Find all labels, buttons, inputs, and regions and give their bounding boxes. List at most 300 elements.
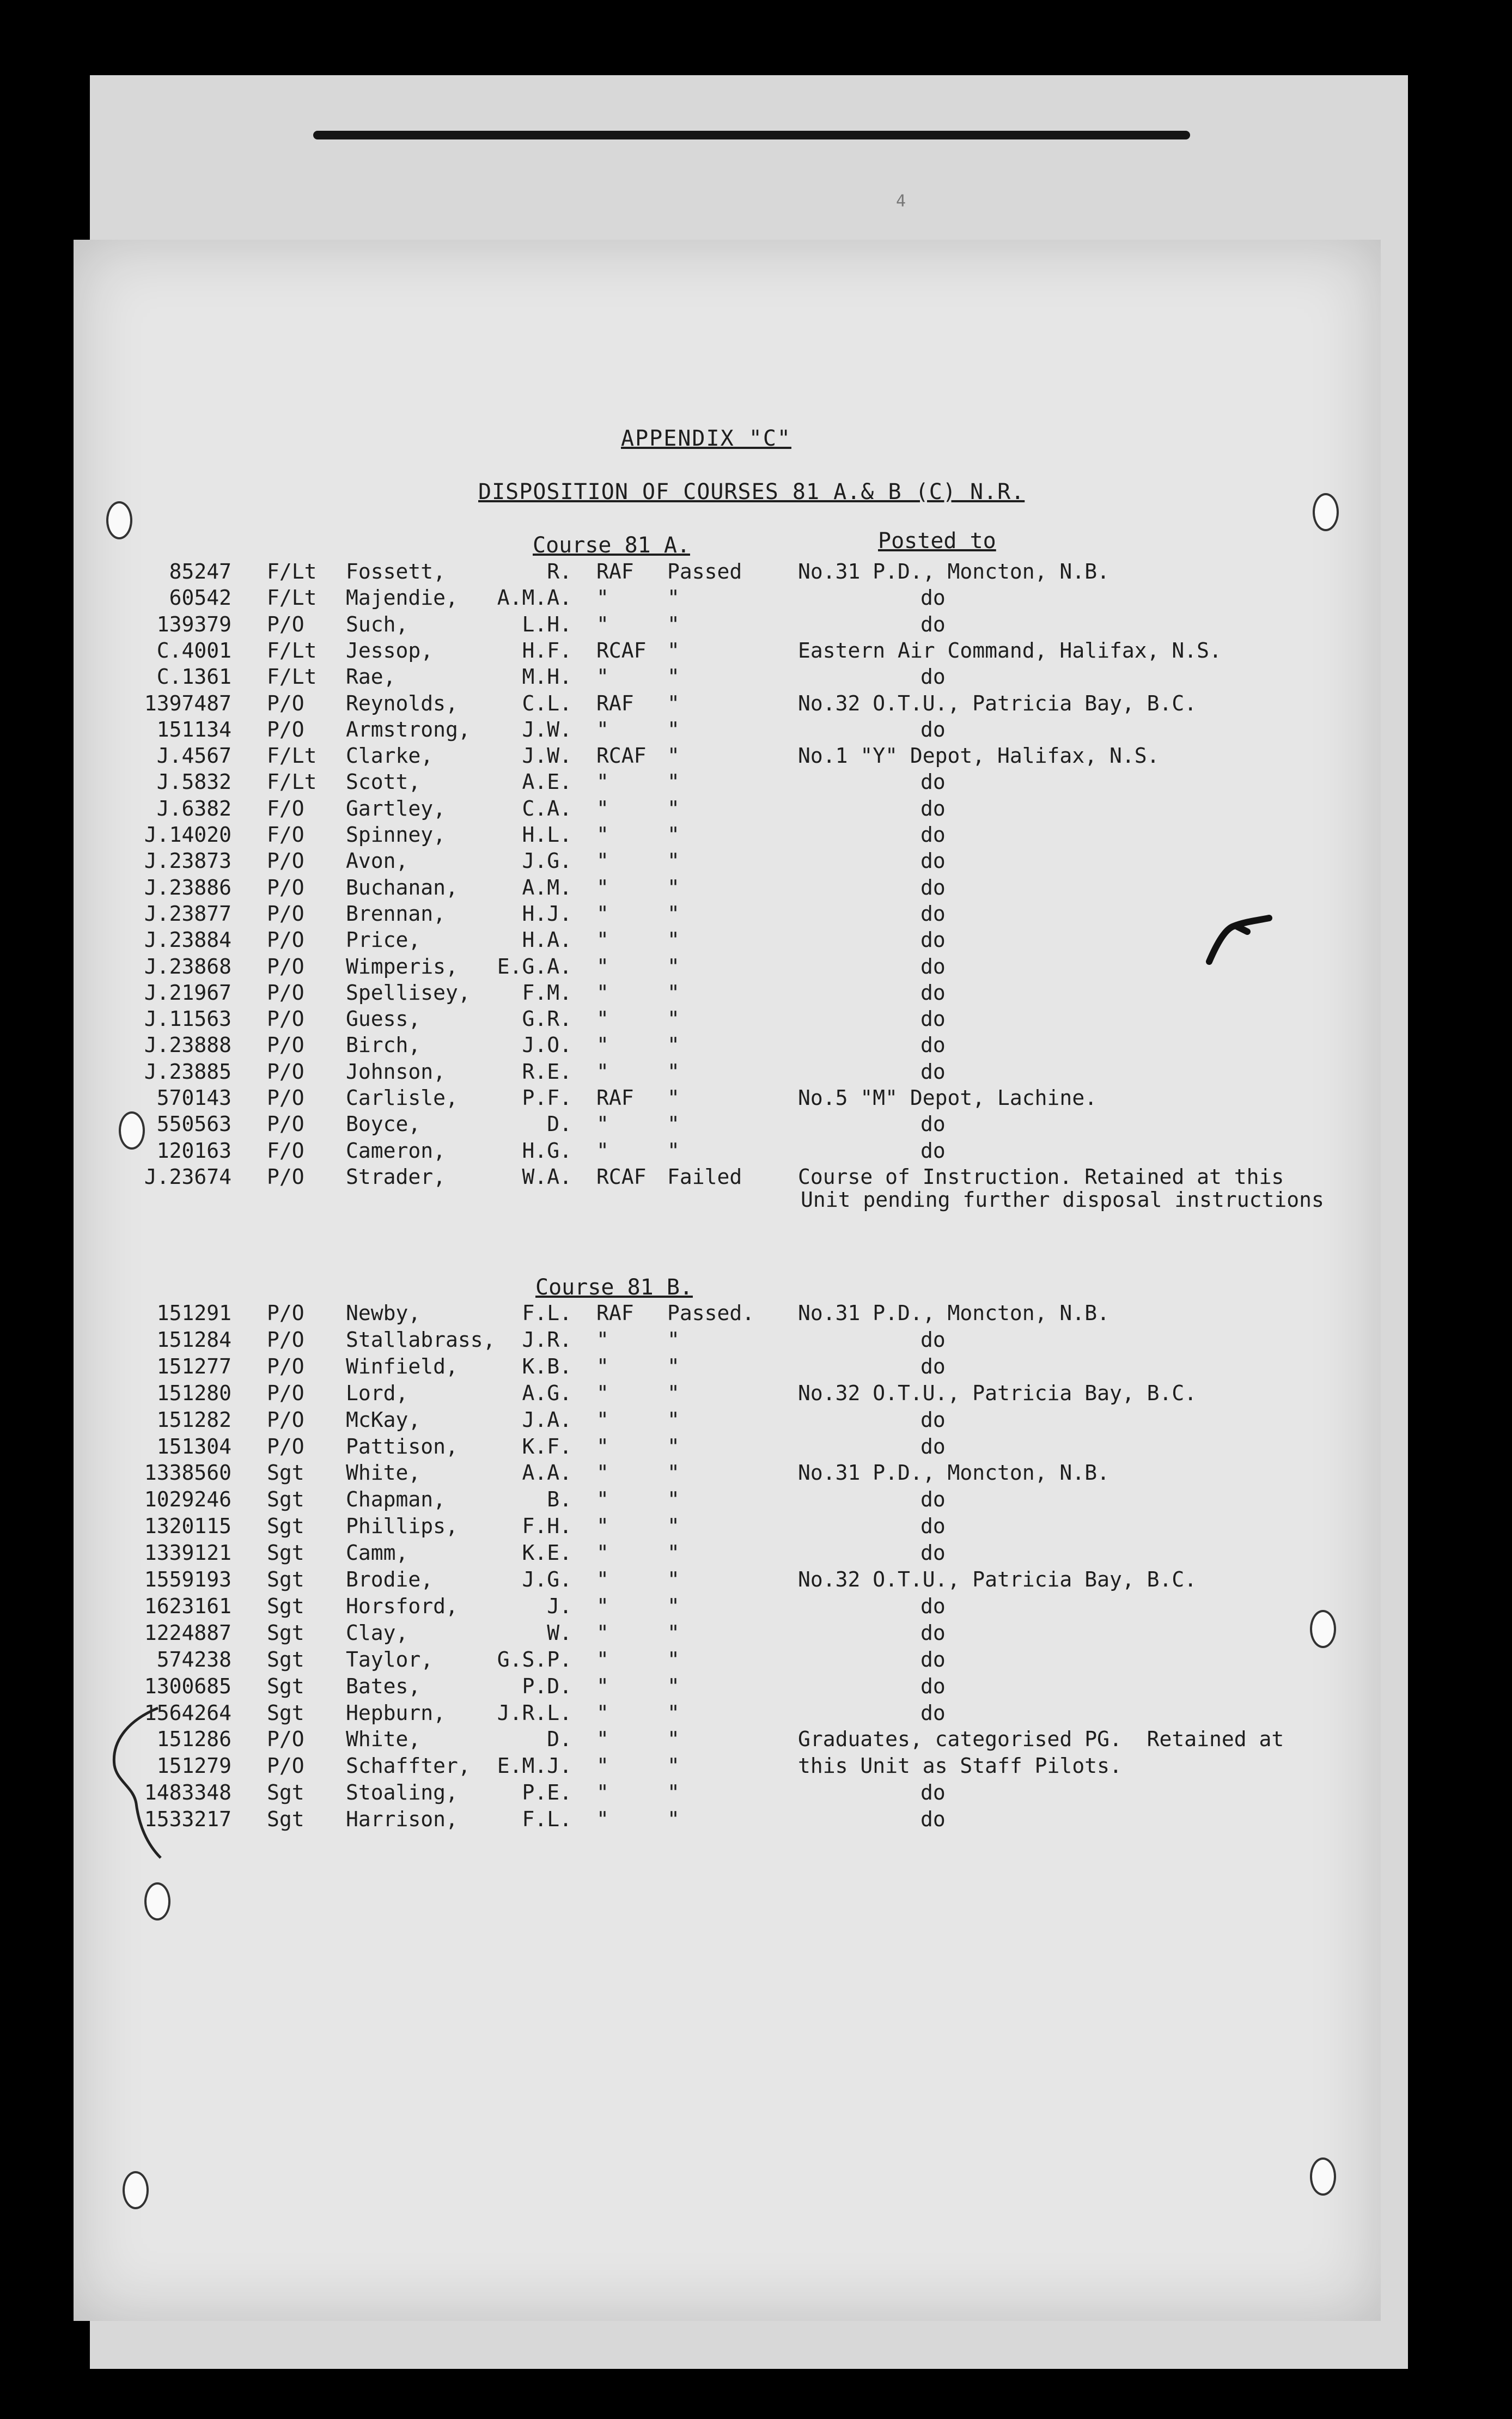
service-cell: " [596,1780,609,1805]
service-cell: " [596,1138,609,1163]
rank-cell: P/O [267,1164,304,1189]
initials-cell: F.M. [522,980,572,1005]
rank-cell: P/O [267,849,304,873]
rank-cell: Sgt [267,1674,304,1698]
surname-cell: Gartley, [346,796,446,820]
surname-cell: Majendie, [346,586,458,610]
service-number: 1224887 [144,1620,231,1645]
folio-number: 4 [896,192,906,211]
status-cell: " [667,823,680,847]
posted-to-cell: do [920,823,946,847]
initials-cell: R.E. [522,1059,572,1084]
surname-cell: Boyce, [346,1112,421,1136]
service-cell: " [596,1514,609,1539]
service-number: J.23888 [144,1033,231,1057]
service-cell: " [596,612,609,636]
table-row [0,1674,1512,1700]
status-cell: " [667,1327,680,1352]
initials-cell: J.R. [522,1327,572,1352]
initials-cell: R. [547,560,572,584]
status-cell: Passed. [667,1301,755,1325]
posted-to-cell: do [920,1407,946,1432]
service-cell: " [596,1674,609,1698]
status-cell: " [667,1807,680,1832]
service-number: C.4001 [156,638,231,663]
initials-cell: C.A. [522,796,572,820]
service-number: 60542 [169,586,231,610]
status-cell: " [667,717,680,741]
service-cell: " [596,1354,609,1378]
table-row [0,665,1512,691]
status-cell: " [667,1033,680,1057]
surname-cell: Camm, [346,1541,409,1565]
table-row [0,1487,1512,1514]
service-cell: " [596,1033,609,1057]
service-number: 1533217 [144,1807,231,1832]
surname-cell: Carlisle, [346,1086,458,1110]
rank-cell: P/O [267,1007,304,1031]
punch-hole-icon [144,1882,170,1920]
service-cell: RCAF [596,744,647,768]
status-cell: Passed [667,560,742,584]
posted-to-cell: do [920,1059,946,1084]
service-number: 570143 [156,1086,231,1110]
service-cell: " [596,1461,609,1485]
initials-cell: W.A. [522,1164,572,1189]
surname-cell: Guess, [346,1007,421,1031]
status-cell: " [667,849,680,873]
surname-cell: Avon, [346,849,409,873]
initials-cell: J.O. [522,1033,572,1057]
status-cell: " [667,1514,680,1539]
initials-cell: G.S.P. [497,1647,572,1672]
service-number: J.11563 [144,1007,231,1031]
table-row [0,718,1512,744]
surname-cell: Lord, [346,1381,409,1405]
service-number: J.23674 [144,1164,231,1189]
table-row [0,1408,1512,1434]
table-row [0,902,1512,928]
rank-cell: P/O [267,612,304,636]
service-cell: RAF [596,1301,634,1325]
surname-cell: Buchanan, [346,875,458,899]
surname-cell: Spellisey, [346,980,471,1005]
initials-cell: L.H. [522,612,572,636]
table-row [0,1381,1512,1407]
rank-cell: Sgt [267,1514,304,1539]
posted-to-cell: do [920,1514,946,1539]
rank-cell: P/O [267,1354,304,1378]
status-cell: " [667,901,680,926]
service-number: 151280 [156,1381,231,1405]
rank-cell: P/O [267,1381,304,1405]
initials-cell: A.A. [522,1461,572,1485]
rank-cell: Sgt [267,1780,304,1805]
initials-cell: H.F. [522,638,572,663]
status-cell: " [667,875,680,899]
surname-cell: White, [346,1461,421,1485]
table-row [0,981,1512,1007]
service-cell: " [596,849,609,873]
table-row [0,1807,1512,1833]
course-b-heading: Course 81 B. [535,1275,693,1300]
posted-to-cell: do [920,612,946,636]
rank-cell: Sgt [267,1594,304,1618]
initials-cell: W. [547,1620,572,1645]
surname-cell: White, [346,1727,421,1752]
table-row [0,1461,1512,1487]
initials-cell: J.W. [522,744,572,768]
service-number: J.14020 [144,823,231,847]
posted-to-cell: do [920,1674,946,1698]
rank-cell: P/O [267,717,304,741]
service-cell: " [596,980,609,1005]
initials-cell: A.G. [522,1381,572,1405]
status-cell: " [667,770,680,794]
rank-cell: Sgt [267,1567,304,1591]
posted-to-cell: Course of Instruction. Retained at this [798,1164,1284,1189]
posted-to-cell: No.32 O.T.U., Patricia Bay, B.C. [798,1567,1197,1591]
service-cell: " [596,1541,609,1565]
posted-to-cell: No.31 P.D., Moncton, N.B. [798,560,1109,584]
posted-to-cell: do [920,901,946,926]
initials-cell: F.L. [522,1807,572,1832]
table-row [0,1112,1512,1138]
rank-cell: P/O [267,1327,304,1352]
status-cell: " [667,638,680,663]
service-cell: " [596,875,609,899]
rank-cell: Sgt [267,1620,304,1645]
rank-cell: Sgt [267,1807,304,1832]
posted-to-cell: No.32 O.T.U., Patricia Bay, B.C. [798,691,1197,715]
status-cell: " [667,1354,680,1378]
surname-cell: Winfield, [346,1354,458,1378]
table-row [0,797,1512,823]
rank-cell: P/O [267,928,304,952]
rank-cell: F/O [267,796,304,820]
posted-to-cell: do [920,1112,946,1136]
service-number: 1320115 [144,1514,231,1539]
surname-cell: Brennan, [346,901,446,926]
document-page [74,240,1381,2321]
service-number: J.6382 [156,796,231,820]
table-row [0,744,1512,770]
service-number: J.23868 [144,954,231,978]
status-cell: " [667,1434,680,1458]
status-cell: Failed [667,1164,742,1189]
service-number: 151291 [156,1301,231,1325]
punch-hole-icon [123,2171,149,2209]
service-cell: " [596,1059,609,1084]
surname-cell: Reynolds, [346,691,458,715]
rank-cell: P/O [267,954,304,978]
service-cell: " [596,665,609,689]
surname-cell: Phillips, [346,1514,458,1539]
posted-to-cell: do [920,1594,946,1618]
initials-cell: E.M.J. [497,1754,572,1778]
surname-cell: Taylor, [346,1647,434,1672]
table-row [0,823,1512,849]
status-cell: " [667,928,680,952]
surname-cell: Strader, [346,1164,446,1189]
service-cell: " [596,1327,609,1352]
rank-cell: P/O [267,1086,304,1110]
surname-cell: Hepburn, [346,1700,446,1725]
posted-to-cell: do [920,849,946,873]
rank-cell: F/Lt [267,770,317,794]
rank-cell: F/Lt [267,665,317,689]
status-cell: " [667,691,680,715]
posted-to-cell: do [920,586,946,610]
table-row [0,1621,1512,1647]
table-row [0,586,1512,612]
posted-to-cell: do [920,1647,946,1672]
status-cell: " [667,980,680,1005]
posted-to-cell: do [920,1487,946,1512]
status-cell: " [667,1780,680,1805]
table-row [0,1727,1512,1753]
table-row [0,1435,1512,1461]
initials-cell: P.D. [522,1674,572,1698]
rank-cell: F/Lt [267,638,317,663]
service-number: J.4567 [156,744,231,768]
posted-to-cell: do [920,717,946,741]
table-row [0,955,1512,981]
rank-cell: Sgt [267,1461,304,1485]
punch-hole-icon [1313,493,1339,531]
posted-to-cell: do [920,1138,946,1163]
surname-cell: Cameron, [346,1138,446,1163]
service-number: 550563 [156,1112,231,1136]
service-number: 151279 [156,1754,231,1778]
rank-cell: P/O [267,1754,304,1778]
service-cell: RCAF [596,1164,647,1189]
surname-cell: Scott, [346,770,421,794]
initials-cell: A.M.A. [497,586,572,610]
posted-to-cell: No.5 "M" Depot, Lachine. [798,1086,1098,1110]
rank-cell: Sgt [267,1541,304,1565]
table-row [0,639,1512,665]
service-number: 1339121 [144,1541,231,1565]
status-cell: " [667,1487,680,1512]
posted-to-cell: do [920,1541,946,1565]
posted-to-cell: No.32 O.T.U., Patricia Bay, B.C. [798,1381,1197,1405]
rank-cell: F/Lt [267,560,317,584]
rank-cell: P/O [267,1059,304,1084]
service-number: 151134 [156,717,231,741]
service-number: 574238 [156,1647,231,1672]
rank-cell: P/O [267,691,304,715]
rank-cell: P/O [267,1033,304,1057]
rank-cell: Sgt [267,1647,304,1672]
service-number: 1029246 [144,1487,231,1512]
service-number: J.23885 [144,1059,231,1084]
service-number: 1564264 [144,1700,231,1725]
initials-cell: J.R.L. [497,1700,572,1725]
posted-to-cell: do [920,1007,946,1031]
service-cell: RAF [596,560,634,584]
service-number: 151282 [156,1407,231,1432]
service-cell: " [596,1594,609,1618]
table-row [0,1648,1512,1674]
status-cell: " [667,1461,680,1485]
posted-to-cell: do [920,1807,946,1832]
initials-cell: J.G. [522,849,572,873]
posted-to-cell: do [920,665,946,689]
status-cell: " [667,1594,680,1618]
surname-cell: Stoaling, [346,1780,458,1805]
surname-cell: Bates, [346,1674,421,1698]
service-cell: " [596,1620,609,1645]
initials-cell: K.E. [522,1541,572,1565]
posted-to-cell: do [920,980,946,1005]
status-cell: " [667,1541,680,1565]
status-cell: " [667,1381,680,1405]
service-cell: " [596,1807,609,1832]
rank-cell: F/Lt [267,586,317,610]
service-number: 151284 [156,1327,231,1352]
service-cell: " [596,717,609,741]
service-number: J.23873 [144,849,231,873]
service-number: 151304 [156,1434,231,1458]
initials-cell: C.L. [522,691,572,715]
service-number: 85247 [169,560,231,584]
status-cell: " [667,1754,680,1778]
service-number: 1300685 [144,1674,231,1698]
status-cell: " [667,796,680,820]
initials-cell: J.W. [522,717,572,741]
service-cell: " [596,1727,609,1752]
service-cell: " [596,586,609,610]
table-row [0,612,1512,639]
status-cell: " [667,1727,680,1752]
rank-cell: P/O [267,1301,304,1325]
service-cell: " [596,1407,609,1432]
status-cell: " [667,1138,680,1163]
page-title: APPENDIX "C" [621,426,791,451]
service-number: 151286 [156,1727,231,1752]
table-row [0,1060,1512,1086]
posted-to-cell: Eastern Air Command, Halifax, N.S. [798,638,1222,663]
surname-cell: Harrison, [346,1807,458,1832]
table-row [0,1354,1512,1381]
table-row [0,1594,1512,1620]
table-row [0,691,1512,718]
initials-cell: J.G. [522,1567,572,1591]
rank-cell: F/O [267,1138,304,1163]
posted-to-cell: do [920,1620,946,1645]
posted-to-cell: do [920,1327,946,1352]
surname-cell: Stallabrass, [346,1327,496,1352]
surname-cell: Fossett, [346,560,446,584]
posted-to-cell: No.1 "Y" Depot, Halifax, N.S. [798,744,1160,768]
punch-hole-icon [1310,2157,1336,2196]
surname-cell: Schaffter, [346,1754,471,1778]
surname-cell: Jessop, [346,638,434,663]
service-number: 151277 [156,1354,231,1378]
status-cell: " [667,665,680,689]
service-cell: RAF [596,691,634,715]
initials-cell: G.R. [522,1007,572,1031]
initials-cell: A.E. [522,770,572,794]
table-row [0,1541,1512,1567]
surname-cell: Spinney, [346,823,446,847]
service-cell: " [596,1434,609,1458]
table-row [0,1086,1512,1112]
initials-cell: E.G.A. [497,954,572,978]
service-number: 139379 [156,612,231,636]
rank-cell: F/O [267,823,304,847]
table-row [0,1701,1512,1727]
surname-cell: Newby, [346,1301,421,1325]
service-cell: " [596,1487,609,1512]
posted-to-cell: do [920,954,946,978]
service-cell: " [596,1381,609,1405]
posted-to-cell: do [920,1354,946,1378]
status-cell: " [667,586,680,610]
status-cell: " [667,1007,680,1031]
rank-cell: Sgt [267,1487,304,1512]
initials-cell: H.A. [522,928,572,952]
table-row [0,1007,1512,1033]
posted-to-heading: Posted to [878,528,996,554]
initials-cell: P.F. [522,1086,572,1110]
service-cell: RAF [596,1086,634,1110]
status-cell: " [667,1059,680,1084]
table-row [0,1165,1512,1191]
rank-cell: F/Lt [267,744,317,768]
initials-cell: J. [547,1594,572,1618]
service-cell: " [596,1567,609,1591]
surname-cell: Horsford, [346,1594,458,1618]
initials-cell: H.G. [522,1138,572,1163]
initials-cell: D. [547,1727,572,1752]
initials-cell: M.H. [522,665,572,689]
service-number: J.23884 [144,928,231,952]
surname-cell: Rae, [346,665,396,689]
surname-cell: Wimperis, [346,954,458,978]
status-cell: " [667,1407,680,1432]
punch-hole-icon [106,501,132,539]
posted-to-cell: do [920,1033,946,1057]
service-cell: " [596,1647,609,1672]
rank-cell: P/O [267,1727,304,1752]
initials-cell: A.M. [522,875,572,899]
service-cell: " [596,928,609,952]
service-number: J.23877 [144,901,231,926]
status-cell: " [667,1112,680,1136]
service-cell: " [596,823,609,847]
status-cell: " [667,1647,680,1672]
posted-to-cell: do [920,875,946,899]
surname-cell: Clarke, [346,744,434,768]
posted-to-cell: No.31 P.D., Moncton, N.B. [798,1301,1109,1325]
service-cell: " [596,1007,609,1031]
service-number: 1397487 [144,691,231,715]
status-cell: " [667,954,680,978]
table-row [0,1754,1512,1780]
initials-cell: K.F. [522,1434,572,1458]
rank-cell: P/O [267,1434,304,1458]
posted-to-cell: No.31 P.D., Moncton, N.B. [798,1461,1109,1485]
service-cell: " [596,796,609,820]
service-number: 1559193 [144,1567,231,1591]
surname-cell: Armstrong, [346,717,471,741]
initials-cell: H.L. [522,823,572,847]
surname-cell: Johnson, [346,1059,446,1084]
table-row [0,560,1512,586]
posted-to-cell: do [920,1434,946,1458]
